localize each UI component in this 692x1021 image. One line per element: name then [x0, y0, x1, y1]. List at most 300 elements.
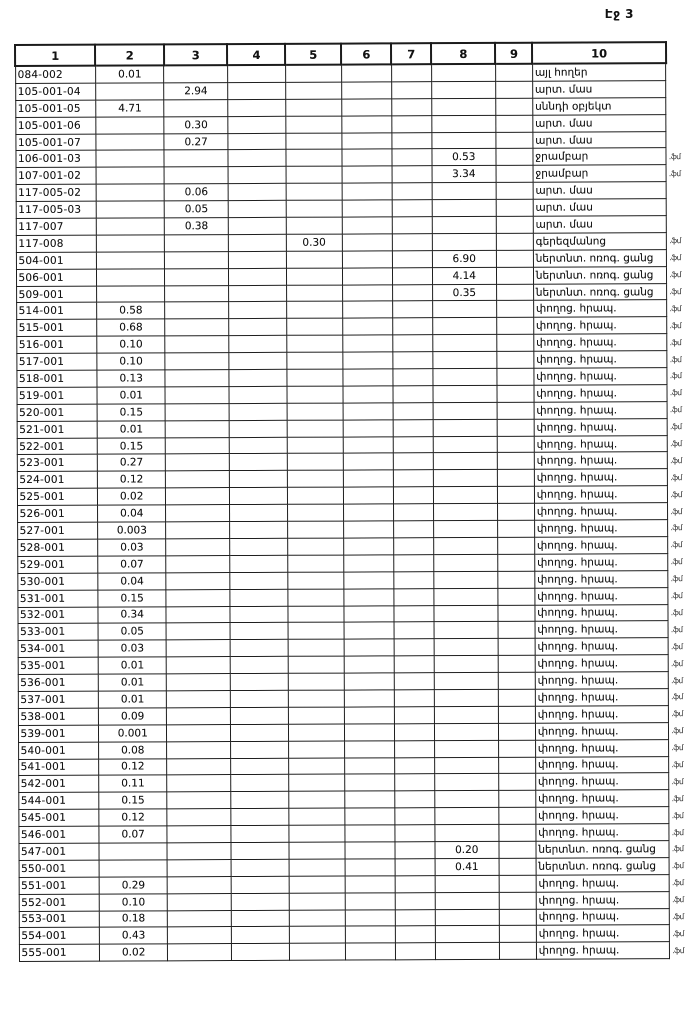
- cell-empty: [497, 318, 534, 335]
- page-number: Էջ 3: [604, 7, 634, 21]
- cell-area-col3: [165, 285, 229, 302]
- cell-area-col3: [166, 505, 230, 522]
- cell-area-col5: [288, 656, 344, 673]
- cell-empty: [392, 250, 432, 267]
- cell-landuse: փողոց. հրապ.: [536, 807, 670, 824]
- cell-area-col3: [165, 319, 229, 336]
- cell-empty: [229, 386, 287, 403]
- cell-area-col8: [434, 808, 498, 825]
- cell-landuse: փողոց. հրապ.: [534, 385, 668, 402]
- cell-empty: [393, 352, 433, 369]
- cell-area-col2: 0.08: [98, 741, 167, 758]
- cell-area-col3: 0.30: [164, 116, 228, 133]
- cell-area-col8: [434, 791, 498, 808]
- margin-annotation: .ֆմ: [666, 165, 692, 182]
- margin-annotation: .ֆմ: [668, 536, 692, 553]
- cell-area-col8: 0.35: [432, 284, 496, 301]
- cell-empty: [392, 183, 432, 200]
- cell-landuse: փողոց. հրապ.: [534, 537, 668, 554]
- cell-area-col8: 0.41: [435, 858, 499, 875]
- cell-code: 117-007: [16, 218, 97, 235]
- column-header: 5: [285, 44, 341, 65]
- cell-area-col5: [287, 403, 343, 420]
- cell-landuse: փողոց. հրապ.: [535, 773, 669, 790]
- margin-annotation: .ֆմ: [669, 841, 692, 858]
- cell-empty: [228, 65, 286, 83]
- cell-code: 551-001: [19, 877, 100, 894]
- margin-annotation: .ֆմ: [670, 925, 692, 942]
- cell-area-col8: [433, 571, 497, 588]
- cell-code: 528-001: [17, 539, 98, 556]
- cell-area-col5: [287, 318, 343, 335]
- cell-area-col3: [166, 572, 230, 589]
- cell-empty: [496, 64, 533, 82]
- cell-empty: [342, 183, 392, 200]
- cell-empty: [498, 689, 535, 706]
- margin-annotation: .ֆմ: [668, 570, 692, 587]
- cell-empty: [342, 352, 392, 369]
- cell-code: 547-001: [18, 843, 99, 860]
- cell-area-col5: [288, 758, 344, 775]
- cell-area-col5: [287, 437, 343, 454]
- cell-area-col5: [289, 808, 345, 825]
- cell-area-col8: [435, 875, 499, 892]
- cell-empty: [393, 419, 433, 436]
- cell-area-col8: [434, 622, 498, 639]
- cell-empty: [393, 504, 433, 521]
- cell-empty: [394, 757, 434, 774]
- cell-empty: [496, 216, 533, 233]
- cell-empty: [344, 622, 394, 639]
- cell-area-col2: 0.15: [97, 437, 166, 454]
- cell-code: 105-001-06: [15, 117, 96, 134]
- cell-empty: [392, 132, 432, 149]
- cell-empty: [395, 842, 435, 859]
- cell-empty: [344, 639, 394, 656]
- cell-area-col5: [286, 268, 342, 285]
- cell-landuse: փողոց. հրապ.: [535, 570, 669, 587]
- cell-code: 105-001-07: [15, 134, 96, 151]
- cell-area-col3: [165, 370, 229, 387]
- cell-area-col3: [165, 386, 229, 403]
- cell-empty: [230, 724, 288, 741]
- cell-landuse: փողոց. հրապ.: [534, 351, 668, 368]
- cell-area-col8: [435, 926, 499, 943]
- cell-landuse: փողոց. հրապ.: [535, 672, 669, 689]
- cell-empty: [345, 892, 395, 909]
- margin-annotation: .ֆմ: [669, 722, 692, 739]
- cell-code: 555-001: [19, 944, 100, 961]
- cell-area-col2: 0.12: [99, 758, 168, 775]
- cell-empty: [392, 166, 432, 183]
- cell-empty: [344, 707, 394, 724]
- margin-annotation: .ֆմ: [669, 773, 692, 790]
- cell-empty: [393, 470, 433, 487]
- cell-empty: [496, 182, 533, 199]
- margin-annotation: .ֆմ: [667, 283, 692, 300]
- cell-area-col2: 0.15: [99, 792, 168, 809]
- cell-empty: [496, 149, 533, 166]
- cell-empty: [342, 301, 392, 318]
- cell-empty: [343, 420, 393, 437]
- cell-empty: [395, 875, 435, 892]
- cell-area-col3: [168, 927, 232, 944]
- cell-area-col2: 0.01: [97, 421, 166, 438]
- cell-empty: [393, 386, 433, 403]
- cell-empty: [342, 318, 392, 335]
- cell-area-col3: [166, 488, 230, 505]
- cell-area-col3: [165, 336, 229, 353]
- margin-annotation: .ֆմ: [669, 824, 692, 841]
- margin-annotation: .ֆմ: [668, 553, 692, 570]
- cell-empty: [343, 504, 393, 521]
- cell-area-col5: [286, 82, 342, 99]
- cell-landuse: ներտնտ. ոռոգ. ցանց: [536, 841, 670, 858]
- cell-area-col8: [434, 656, 498, 673]
- cell-area-col5: [287, 369, 343, 386]
- cell-empty: [391, 64, 431, 82]
- land-parcel-table: [14, 41, 692, 962]
- cell-area-col5: [286, 150, 342, 167]
- margin-annotation: .ֆմ: [667, 334, 692, 351]
- cell-area-col3: [167, 657, 231, 674]
- cell-empty: [395, 909, 435, 926]
- cell-area-col3: 0.06: [165, 184, 229, 201]
- cell-area-col5: [287, 487, 343, 504]
- cell-area-col2: 0.12: [97, 471, 166, 488]
- cell-area-col8: 4.14: [432, 267, 496, 284]
- cell-area-col8: 0.20: [435, 841, 499, 858]
- cell-empty: [497, 503, 534, 520]
- cell-area-col8: [433, 588, 497, 605]
- cell-empty: [228, 251, 286, 268]
- cell-area-col2: 0.15: [97, 404, 166, 421]
- margin-annotation: .ֆմ: [670, 908, 692, 925]
- column-header: 10: [532, 42, 666, 64]
- cell-code: 519-001: [16, 387, 97, 404]
- margin-annotation: [666, 182, 692, 199]
- cell-empty: [497, 419, 534, 436]
- margin-annotation: .ֆմ: [669, 790, 692, 807]
- cell-code: 550-001: [19, 860, 100, 877]
- cell-area-col5: [287, 504, 343, 521]
- cell-empty: [499, 757, 536, 774]
- cell-area-col2: [96, 150, 165, 167]
- cell-landuse: այլ հողեր: [532, 63, 666, 81]
- cell-empty: [392, 267, 432, 284]
- cell-area-col8: [434, 689, 498, 706]
- cell-empty: [496, 98, 533, 115]
- cell-area-col2: 0.01: [96, 65, 165, 83]
- column-header: 2: [95, 44, 164, 65]
- cell-code: 531-001: [17, 590, 98, 607]
- cell-empty: [496, 115, 533, 132]
- cell-landuse: փողոց. հրապ.: [534, 503, 668, 520]
- cell-empty: [393, 369, 433, 386]
- cell-area-col5: [289, 926, 345, 943]
- cell-area-col2: 0.15: [98, 589, 167, 606]
- cell-area-col2: 0.68: [97, 319, 166, 336]
- cell-area-col8: [434, 706, 498, 723]
- cell-empty: [498, 706, 535, 723]
- cell-area-col2: 0.02: [97, 488, 166, 505]
- margin-annotation: .ֆմ: [669, 672, 692, 689]
- cell-empty: [341, 64, 391, 82]
- cell-area-col5: [286, 116, 342, 133]
- cell-empty: [496, 250, 533, 267]
- cell-area-col5: [287, 335, 343, 352]
- cell-area-col8: [434, 774, 498, 791]
- cell-empty: [497, 351, 534, 368]
- cell-area-col5: [289, 825, 345, 842]
- cell-area-col5: [288, 690, 344, 707]
- cell-area-col3: [167, 623, 231, 640]
- cell-code: 520-001: [17, 404, 98, 421]
- cell-area-col3: [166, 437, 230, 454]
- cell-area-col3: [166, 589, 230, 606]
- cell-area-col3: [164, 150, 228, 167]
- cell-empty: [498, 537, 535, 554]
- margin-annotation: .ֆմ: [668, 520, 692, 537]
- cell-area-col8: [432, 200, 496, 217]
- cell-empty: [497, 301, 534, 318]
- cell-landuse: արտ. մաս: [533, 182, 667, 199]
- table-scan-area: [14, 41, 692, 962]
- cell-empty: [342, 234, 392, 251]
- cell-landuse: փողոց. հրապ.: [535, 689, 669, 706]
- cell-area-col8: [432, 318, 496, 335]
- cell-area-col8: [433, 436, 497, 453]
- cell-empty: [344, 774, 394, 791]
- cell-area-col3: 0.05: [165, 201, 229, 218]
- cell-area-col3: [168, 893, 232, 910]
- cell-empty: [496, 199, 533, 216]
- cell-area-col3: [166, 606, 230, 623]
- cell-area-col5: [289, 943, 345, 960]
- cell-landuse: փողոց. հրապ.: [534, 469, 668, 486]
- cell-empty: [229, 403, 287, 420]
- cell-landuse: արտ. մաս: [533, 216, 667, 233]
- cell-empty: [230, 521, 288, 538]
- cell-area-col8: [433, 385, 497, 402]
- cell-empty: [229, 504, 287, 521]
- cell-area-col2: 0.01: [98, 657, 167, 674]
- cell-area-col2: 0.02: [99, 944, 168, 961]
- cell-code: 553-001: [19, 911, 100, 928]
- margin-annotation: .ֆմ: [668, 655, 692, 672]
- cell-empty: [229, 369, 287, 386]
- cell-code: 117-005-03: [16, 201, 97, 218]
- cell-area-col2: 0.01: [98, 674, 167, 691]
- cell-empty: [341, 82, 391, 99]
- cell-empty: [231, 775, 289, 792]
- column-header: 3: [164, 44, 228, 65]
- cell-empty: [231, 910, 289, 927]
- cell-area-col5: [288, 724, 344, 741]
- margin-annotation: .ֆմ: [666, 148, 692, 165]
- cell-landuse: փողոց. հրապ.: [534, 401, 668, 418]
- cell-area-col8: [431, 81, 495, 98]
- cell-area-col3: [165, 268, 229, 285]
- cell-area-col3: [167, 741, 231, 758]
- cell-empty: [498, 554, 535, 571]
- cell-code: 554-001: [19, 928, 100, 945]
- cell-empty: [230, 623, 288, 640]
- cell-empty: [499, 791, 536, 808]
- cell-area-col5: [286, 302, 342, 319]
- cell-area-col3: [166, 454, 230, 471]
- cell-area-col8: [433, 554, 497, 571]
- cell-area-col2: 0.07: [98, 556, 167, 573]
- cell-empty: [497, 436, 534, 453]
- cell-landuse: արտ. մաս: [533, 114, 667, 131]
- cell-empty: [344, 724, 394, 741]
- cell-area-col5: [288, 707, 344, 724]
- margin-annotation: .ֆմ: [668, 604, 692, 621]
- cell-code: 107-001-02: [16, 167, 97, 184]
- cell-area-col8: [434, 672, 498, 689]
- cell-empty: [344, 588, 394, 605]
- cell-code: 504-001: [16, 252, 97, 269]
- cell-area-col5: [289, 842, 345, 859]
- cell-area-col8: [432, 183, 496, 200]
- cell-landuse: փողոց. հրապ.: [535, 739, 669, 756]
- cell-code: 529-001: [17, 556, 98, 573]
- cell-landuse: փողոց. հրապ.: [536, 925, 670, 942]
- cell-code: 534-001: [18, 640, 99, 657]
- cell-area-col3: [167, 809, 231, 826]
- cell-empty: [343, 403, 393, 420]
- cell-empty: [392, 284, 432, 301]
- cell-code: 527-001: [17, 522, 98, 539]
- cell-empty: [230, 690, 288, 707]
- cell-area-col8: [433, 504, 497, 521]
- column-header: 9: [495, 43, 532, 64]
- cell-area-col3: [165, 353, 229, 370]
- margin-annotation: .ֆմ: [667, 232, 692, 249]
- cell-area-col2: 0.01: [98, 691, 167, 708]
- cell-empty: [230, 640, 288, 657]
- cell-area-col3: 0.27: [164, 133, 228, 150]
- cell-empty: [392, 115, 432, 132]
- cell-code: 552-001: [19, 894, 100, 911]
- cell-area-col8: [432, 216, 496, 233]
- cell-area-col5: [286, 99, 342, 116]
- cell-empty: [499, 926, 536, 943]
- margin-annotation: .ֆմ: [667, 368, 692, 385]
- margin-annotation: .ֆմ: [667, 266, 692, 283]
- cell-empty: [345, 859, 395, 876]
- cell-empty: [343, 436, 393, 453]
- cell-area-col2: [96, 201, 165, 218]
- cell-code: 522-001: [17, 438, 98, 455]
- cell-area-col5: [287, 470, 343, 487]
- cell-empty: [344, 690, 394, 707]
- cell-empty: [229, 437, 287, 454]
- cell-area-col5: [287, 420, 343, 437]
- cell-landuse: փողոց. հրապ.: [535, 705, 669, 722]
- cell-empty: [230, 572, 288, 589]
- cell-area-col2: 0.04: [97, 505, 166, 522]
- cell-code: 533-001: [18, 624, 99, 641]
- cell-empty: [343, 386, 393, 403]
- cell-area-col2: [99, 860, 168, 877]
- cell-empty: [228, 200, 286, 217]
- cell-area-col8: [431, 115, 495, 132]
- cell-empty: [393, 436, 433, 453]
- cell-empty: [395, 943, 435, 960]
- cell-empty: [394, 639, 434, 656]
- cell-empty: [345, 876, 395, 893]
- cell-empty: [231, 792, 289, 809]
- cell-empty: [231, 842, 289, 859]
- cell-empty: [230, 741, 288, 758]
- cell-empty: [395, 808, 435, 825]
- cell-area-col2: 0.12: [99, 809, 168, 826]
- cell-empty: [499, 841, 536, 858]
- cell-landuse: արտ. մաս: [532, 81, 666, 98]
- cell-landuse: փողոց. հրապ.: [536, 942, 670, 959]
- cell-landuse: ներտնտ. ոռոգ. ցանց: [533, 283, 667, 300]
- cell-empty: [230, 538, 288, 555]
- cell-empty: [394, 656, 434, 673]
- cell-area-col8: [433, 470, 497, 487]
- cell-code: 536-001: [18, 674, 99, 691]
- header-row: [15, 42, 692, 66]
- cell-area-col8: [432, 233, 496, 250]
- cell-area-col2: 0.10: [97, 353, 166, 370]
- column-header: 4: [227, 44, 285, 65]
- cell-code: 535-001: [18, 657, 99, 674]
- margin-annotation: .ֆմ: [668, 486, 692, 503]
- cell-landuse: փողոց. հրապ.: [534, 452, 668, 469]
- cell-area-col2: 0.04: [98, 573, 167, 590]
- margin-annotation: .ֆմ: [669, 688, 692, 705]
- column-header: 7: [391, 43, 431, 64]
- margin-annotation: .ֆմ: [667, 317, 692, 334]
- cell-area-col2: 0.001: [98, 725, 167, 742]
- cell-landuse: փողոց. հրապ.: [536, 824, 670, 841]
- cell-empty: [496, 166, 533, 183]
- cell-empty: [228, 116, 286, 133]
- cell-landuse: գերեզմանոց: [533, 233, 667, 250]
- cell-empty: [394, 555, 434, 572]
- cell-code: 539-001: [18, 725, 99, 742]
- cell-landuse: փողոց. հրապ.: [534, 334, 668, 351]
- cell-area-col5: [289, 791, 345, 808]
- margin-annotation: .ֆմ: [669, 857, 692, 874]
- cell-area-col8: [431, 64, 495, 82]
- margin-annotation: [666, 131, 692, 148]
- cell-area-col2: 0.003: [98, 522, 167, 539]
- cell-area-col3: [166, 539, 230, 556]
- cell-empty: [498, 655, 535, 672]
- cell-area-col2: [96, 269, 165, 286]
- cell-landuse: փողոց. հրապ.: [535, 553, 669, 570]
- cell-empty: [392, 200, 432, 217]
- cell-area-col5: [288, 555, 344, 572]
- cell-area-col5: [289, 876, 345, 893]
- cell-empty: [342, 335, 392, 352]
- cell-area-col3: [164, 99, 228, 116]
- cell-area-col3: [165, 251, 229, 268]
- cell-empty: [497, 368, 534, 385]
- cell-empty: [231, 859, 289, 876]
- cell-empty: [496, 132, 533, 149]
- cell-empty: [498, 723, 535, 740]
- cell-area-col3: [164, 65, 228, 83]
- cell-area-col8: [434, 639, 498, 656]
